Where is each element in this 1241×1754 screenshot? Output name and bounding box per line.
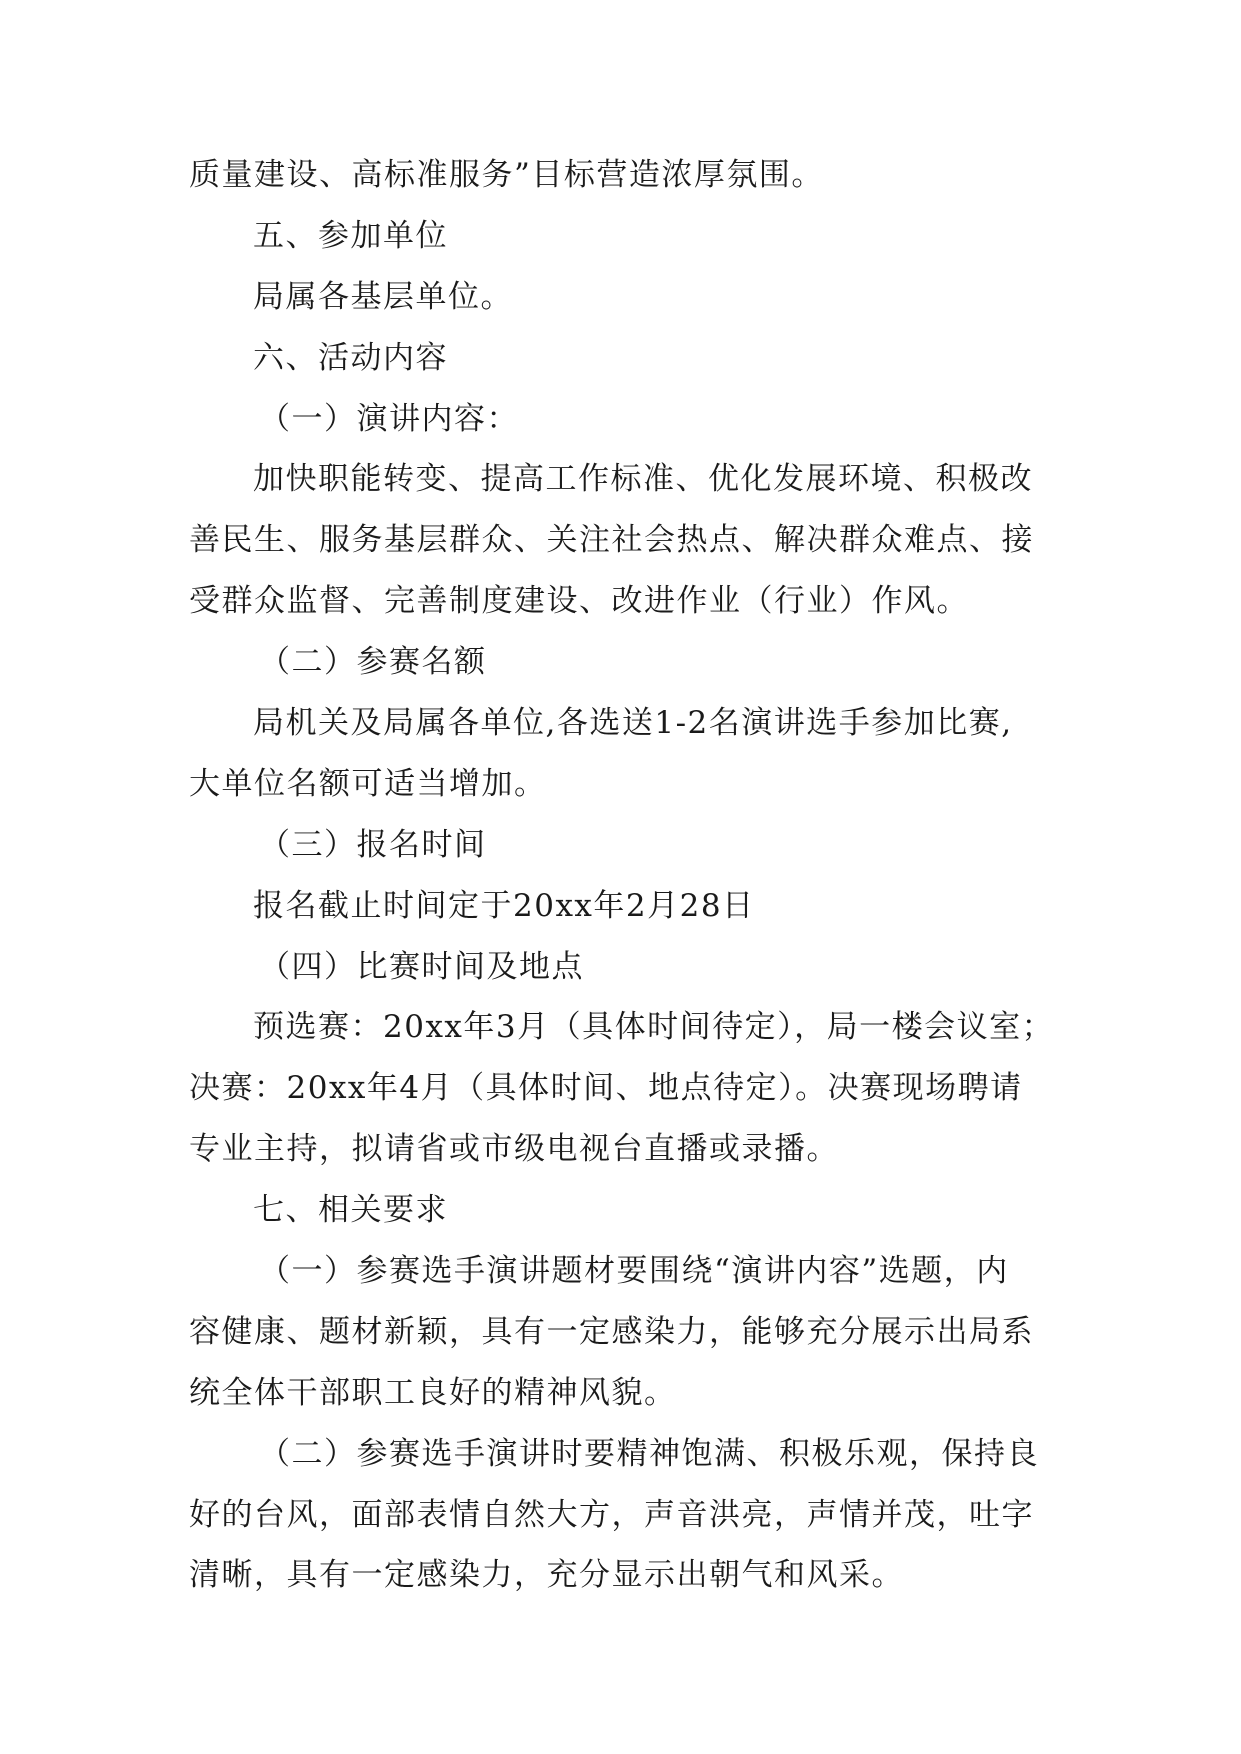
subsection-heading: （四）比赛时间及地点 — [259, 948, 584, 985]
text-line: （一）参赛选手演讲题材要围绕“演讲内容”选题，内 — [259, 1253, 1009, 1290]
subsection-heading: （二）参赛名额 — [259, 644, 487, 681]
section-heading: 五、参加单位 — [253, 217, 448, 254]
document-body — [189, 155, 1069, 1616]
text-line: 大单位名额可适当增加。 — [189, 765, 547, 802]
text-line: 受群众监督、完善制度建设、改进作业（行业）作风。 — [189, 583, 969, 620]
text-line: 清晰，具有一定感染力，充分显示出朝气和风采。 — [189, 1557, 904, 1594]
text-line: 统全体干部职工良好的精神风貌。 — [189, 1374, 677, 1411]
subsection-heading: （三）报名时间 — [259, 826, 487, 863]
text-line: 报名截止时间定于20xx年2月28日 — [253, 887, 755, 924]
text-line: （二）参赛选手演讲时要精神饱满、积极乐观，保持良 — [259, 1435, 1039, 1472]
subsection-heading: （一）演讲内容： — [259, 400, 519, 437]
section-heading: 六、活动内容 — [253, 339, 448, 376]
text-line: 预选赛：20xx年3月（具体时间待定），局一楼会议室； — [253, 1009, 1055, 1046]
text-line: 善民生、服务基层群众、关注社会热点、解决群众难点、接 — [189, 522, 1034, 559]
text-line: 好的台风，面部表情自然大方，声音洪亮，声情并茂，吐字 — [189, 1496, 1034, 1533]
text-line: 专业主持，拟请省或市级电视台直播或录播。 — [189, 1131, 839, 1168]
text-line: 加快职能转变、提高工作标准、优化发展环境、积极改 — [253, 461, 1033, 498]
text-line: 质量建设、高标准服务”目标营造浓厚氛围。 — [189, 157, 824, 193]
text-line: 决赛：20xx年4月（具体时间、地点待定）。决赛现场聘请 — [189, 1070, 1023, 1107]
text-line: 局机关及局属各单位,各选送1-2名演讲选手参加比赛, — [253, 705, 1013, 742]
text-line: 局属各基层单位。 — [253, 278, 513, 315]
section-heading: 七、相关要求 — [253, 1192, 448, 1229]
text-line: 容健康、题材新颖，具有一定感染力，能够充分展示出局系 — [189, 1313, 1034, 1350]
